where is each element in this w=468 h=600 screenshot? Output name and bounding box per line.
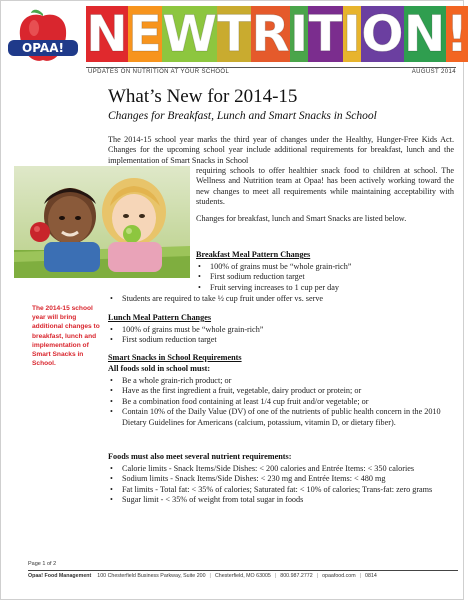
footer-org: Opaa! Food Management	[28, 573, 92, 579]
banner-letters	[86, 5, 468, 63]
changes-intro: Changes for breakfast, lunch and Smart Snacks are listed below.	[196, 214, 407, 223]
banner-letter: I	[342, 5, 362, 63]
list-item: • Have as the first ingredient a fruit, vegetable, dairy product or protein; or	[108, 386, 454, 396]
banner-letter: N	[86, 5, 128, 63]
banner-letter: E	[127, 5, 163, 63]
footer-separator: |	[209, 573, 211, 579]
banner-rule	[86, 67, 456, 68]
footer-city: Chesterfield, MO 63005	[214, 573, 271, 579]
list-item: • Calorie limits - Snack Items/Side Dishes: < 200 calories and Entrée Items: < 350 calories	[108, 464, 454, 474]
footer-rule	[28, 570, 458, 571]
snacks-list	[108, 376, 454, 428]
banner-letter: I	[289, 5, 309, 63]
list-item: • Fruit serving increases to 1 cup per day	[196, 283, 454, 293]
banner-letter: T	[308, 5, 343, 63]
intro-paragraph-continued: requiring schools to offer healthier snack food to children at school. The Wellness and Nutrition team at Opaa! has been actively working toward the new changes to meet all requirements while maintaining acceptability with students.	[196, 166, 454, 207]
footer	[28, 573, 458, 579]
footer-address: 100 Chesterfield Business Parkway, Suite 200	[97, 573, 206, 579]
issue-date: AUGUST 2014	[411, 69, 456, 75]
footer-code: 0814	[365, 573, 377, 579]
lunch-list	[108, 325, 454, 346]
nutrient-list	[108, 464, 454, 506]
logo-text: OPAA!	[22, 41, 64, 55]
list-item: • Be a whole grain-rich product; or	[108, 376, 454, 386]
page-number: Page 1 of 2	[28, 561, 57, 567]
list-item: • First sodium reduction target	[108, 335, 454, 345]
snacks-subheading: All foods sold in school must:	[108, 364, 211, 373]
breakfast-extra-list	[108, 294, 454, 304]
list-item: • 100% of grains must be “whole grain-rich”	[196, 262, 454, 272]
footer-separator: |	[316, 573, 319, 579]
footer-web[interactable]: opaafood.com	[322, 573, 356, 579]
breakfast-heading: Breakfast Meal Pattern Changes	[196, 250, 311, 259]
list-item: • 100% of grains must be “whole grain-rich”	[108, 325, 454, 335]
children-eating-apples-photo	[14, 166, 190, 278]
list-item: • First sodium reduction target	[196, 272, 454, 282]
banner-subtitle: UPDATES ON NUTRITION AT YOUR SCHOOL	[88, 69, 230, 75]
callout-note: The 2014-15 school year will bring additional changes to breakfast, lunch and implementation of Smart Snacks in School.	[32, 305, 100, 368]
banner-letter: R	[251, 5, 290, 63]
lunch-heading: Lunch Meal Pattern Changes	[108, 313, 212, 322]
breakfast-list	[196, 262, 454, 293]
footer-separator: |	[274, 573, 277, 579]
banner-letter: O	[361, 5, 404, 63]
nutrient-subheading: Foods must also meet several nutrient requirements:	[108, 452, 292, 461]
banner-letter: N	[403, 5, 446, 63]
list-item: • Contain 10% of the Daily Value (DV) of one of the nutrients of public health concern in the 2010 Dietary Guidelines for Americans (calcium, potassium, vitamin D, or dietary fiber).	[108, 407, 454, 428]
footer-phone: 800.987.2772	[280, 573, 313, 579]
list-item: • Fat limits - Total fat: < 35% of calories; Saturated fat: < 10% of calories; Trans-fat: zero grams	[108, 485, 454, 495]
footer-separator: |	[359, 573, 362, 579]
page-title: What’s New for 2014-15	[108, 86, 298, 107]
banner-letter: !	[445, 5, 468, 63]
opaa-apple-logo	[4, 6, 82, 68]
newtrition-banner	[86, 5, 468, 64]
intro-paragraph: The 2014-15 school year marks the third year of changes under the Healthy, Hunger-Free Kids Act. Changes for the upcoming school year include additional requirements for breakfast, lunch and the implementation of Smart Snacks in School	[108, 135, 454, 165]
list-item: • Sodium limits - Snack Items/Side Dishes: < 230 mg and Entrée Items: < 480 mg	[108, 474, 454, 484]
banner-letter: W	[162, 5, 218, 63]
list-item: • Sugar limit - < 35% of weight from total sugar in foods	[108, 495, 454, 505]
list-item: • Students are required to take ½ cup fruit under offer vs. serve	[108, 294, 454, 304]
banner-letter: T	[217, 5, 252, 63]
snacks-heading: Smart Snacks in School Requirements	[108, 353, 242, 362]
page-subtitle: Changes for Breakfast, Lunch and Smart Snacks in School	[108, 110, 377, 122]
list-item: • Be a combination food containing at least 1/4 cup fruit and/or vegetable; or	[108, 397, 454, 407]
